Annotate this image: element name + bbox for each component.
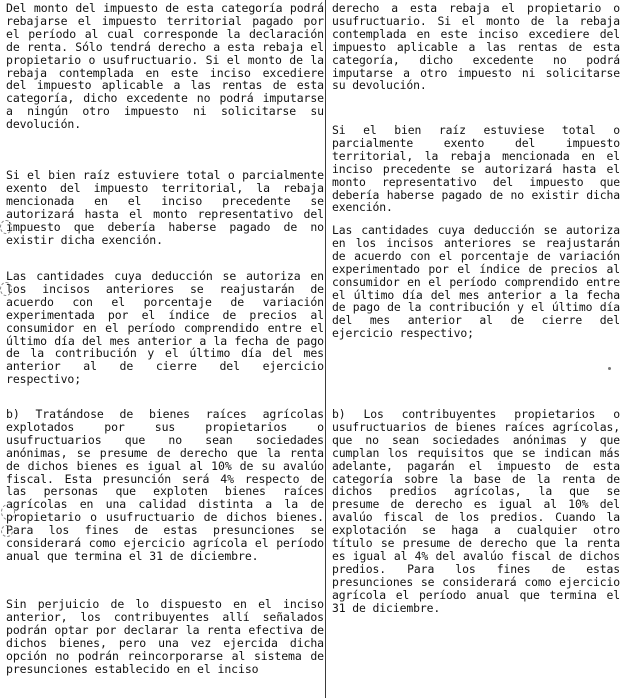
left-paragraph-2: Si el bien raíz estuviere total o parcialmente exento del impuesto territorial, la rebaja mencionada en el inciso precedente se autorizará hasta el monto representativo del impuesto que debería haberse pagado de no existir dicha exención. <box>6 168 324 247</box>
left-paragraph-3: Las cantidades cuya deducción se autoriza en los incisos anteriores se reajustarán de acuerdo con el porcentaje de variación experimentada por el índice de precios al consumidor en el período comprendido entre el último día del mes anterior a la fecha de pago de la contribución y el último día del mes anterior al de cierre del ejercicio respectivo; <box>6 269 324 387</box>
scan-smudge-mark <box>0 282 12 296</box>
right-paragraph-4: b) Los contribuyentes propietarios o usufructuarios de bienes raíces agrícolas, que no sean sociedades anónimas y que cumplan los requisitos que se indican más adelante, pagarán el impuesto de esta categoría sobre la base de la renta de dichos predios agrícolas, la que se presume de derecho es igual al 10% del avalúo fiscal de los predios. Cuando la explotación se haga a cualquier otro título se presume de derecho que la renta es igual al 4% del avalúo fiscal de dichos predios. Para los fines de estas presunciones se considerará como ejercicio agrícola el período anual que termina el 31 de diciembre. <box>332 407 620 615</box>
right-paragraph-3: Las cantidades cuya deducción se autoriza en los incisos anteriores se reajustarán de acuerdo con el porcentaje de variación experimentado por el índice de precios al consumidor en el período comprendido entre el último día del mes anterior a la fecha de pago de la contribución y el último día del mes anterior al de cierre del ejercicio respectivo; <box>332 223 620 341</box>
scan-smudge-mark <box>1 504 15 520</box>
right-paragraph-2: Si el bien raíz estuviese total o parcialmente exento del impuesto territorial, la rebaja mencionada en el inciso precedente se autorizará hasta el monto representativo del impuesto que debería haberse pagado de no existir dicha exención. <box>332 123 620 215</box>
scan-smudge-mark <box>1 525 13 537</box>
scan-smudge-mark <box>0 220 12 234</box>
left-paragraph-1: Del monto del impuesto de esta categoría podrá rebajarse el impuesto territorial pagado por el período al cual corresponde la declaración de renta. Sólo tendrá derecho a esta rebaja el propietario o usufructuario. Si el monto de la rebaja contemplada en este inciso excediere del impuesto aplicable a las rentas de esta categoría, dicho excedente no podrá imputarse a ningún otro impuesto ni solicitarse su devolución. <box>6 1 324 132</box>
scan-speck <box>608 367 611 370</box>
left-paragraph-5: Sin perjuicio de lo dispuesto en el inciso anterior, los contribuyentes allí señalados podrán optar por declarar la renta efectiva de dichos bienes, pero una vez ejercida dicha opción no podrán reincorporarse al sistema de presunciones establecido en el inciso <box>6 597 324 676</box>
right-paragraph-1: derecho a esta rebaja el propietario o usufructuario. Si el monto de la rebaja contemplada en este inciso excediere del impuesto aplicable a las rentas de esta categoría, dicho excedente no podrá imputarse a otro impuesto ni solicitarse su devolución. <box>332 1 620 93</box>
left-paragraph-4: b) Tratándose de bienes raíces agrícolas explotados por sus propietarios o usufructuarios que no sean sociedades anónimas, se presume de derecho que la renta de dichos bienes es igual al 10% de su avalúo fiscal. Esta presunción será 4% respecto de las personas que exploten bienes raíces agrícolas en una calidad distinta a la de propietario o usufructuario de dichos bienes. Para los fines de estas presunciones se considerará como ejercicio agrícola el período anual que termina el 31 de diciembre. <box>6 407 324 563</box>
column-divider <box>325 0 326 698</box>
